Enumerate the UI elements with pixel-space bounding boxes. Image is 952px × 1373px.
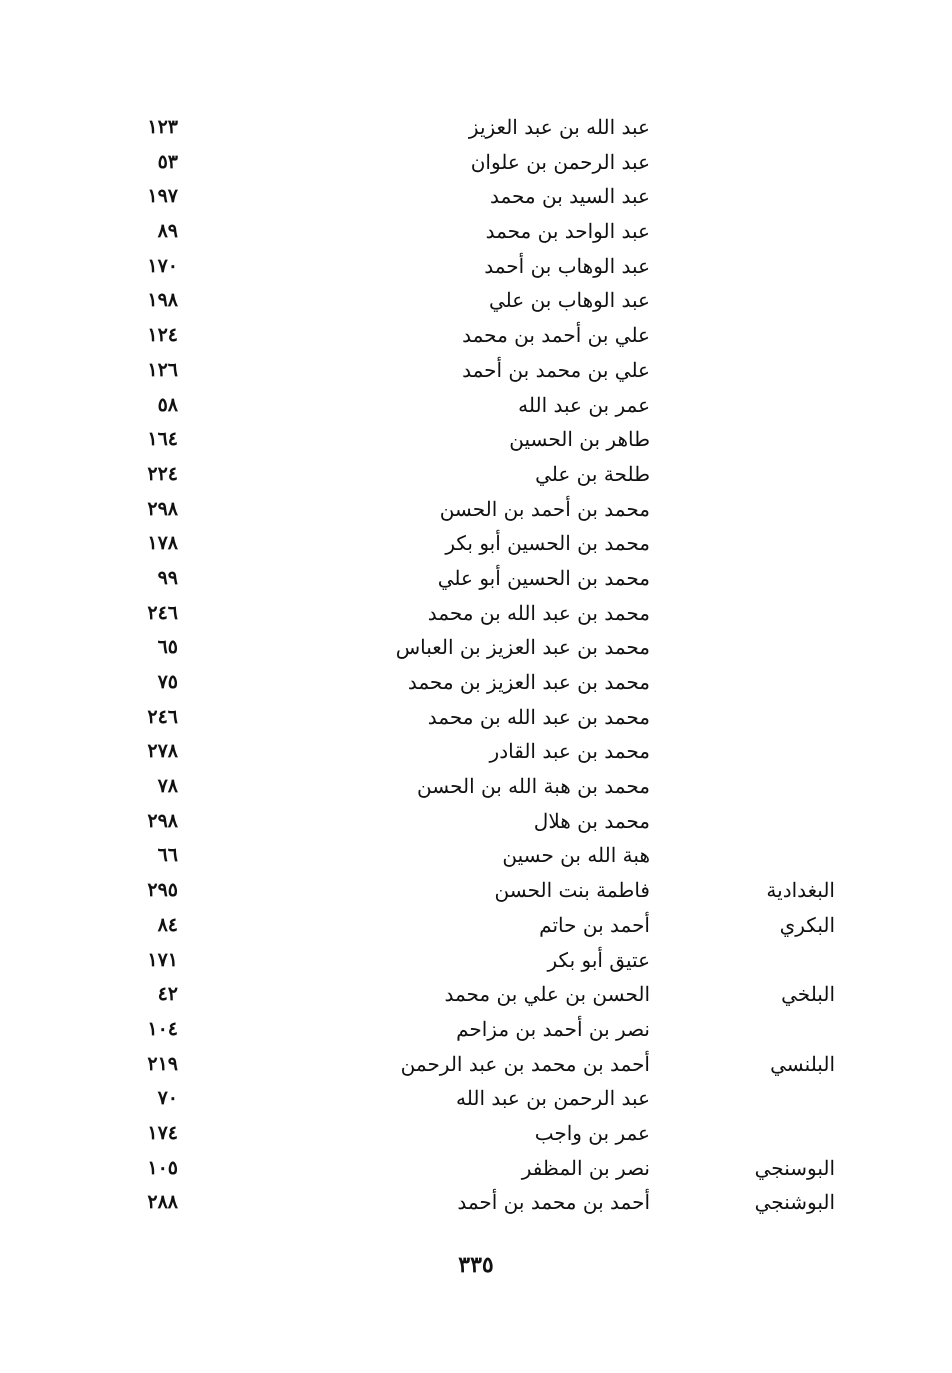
entry-page-number: ١٧١ [147,948,178,971]
index-entry [0,700,952,735]
entry-page-number: ٥٨ [157,393,178,416]
entry-name: نصر بن المظفر [521,1155,650,1180]
entry-name: محمد بن عبد العزيز بن العباس [395,635,650,660]
index-entry [0,1081,952,1116]
entry-page-number: ٧٥ [157,671,178,693]
index-entry [0,977,952,1012]
entry-name: عبد السيد بن محمد [489,184,650,209]
entry-name: عبد الله بن عبد العزيز [468,115,650,139]
entry-page-number: ٢٧٨ [147,740,178,763]
entry-page-number: ٤٢ [157,983,178,1006]
entry-nisba: البوسنجي [754,1155,835,1180]
entry-page-number: ١٧٨ [147,532,178,555]
entry-page-number: ١٠٥ [147,1156,178,1179]
entry-name: محمد بن هبة الله بن الحسن [417,774,650,799]
index-entry [0,769,952,804]
entry-page-number: ٢٩٨ [147,809,178,832]
index-entry [0,943,952,978]
entry-name: محمد بن عبد الله بن محمد [427,600,650,625]
entry-page-number: ٨٤ [157,913,178,936]
entry-name: عتيق أبو بكر [547,947,650,972]
entry-page-number: ١٠٤ [147,1017,178,1040]
entry-name: محمد بن أحمد بن الحسن [439,496,650,521]
entry-name: أحمد بن محمد بن أحمد [457,1190,650,1215]
index-entry [0,630,952,665]
entry-page-number: ١٩٨ [147,289,178,312]
entry-name: هبة الله بن حسين [502,843,650,868]
index-entry [0,353,952,388]
index-entry [0,179,952,214]
entry-page-number: ١٧٤ [147,1121,178,1144]
entry-nisba: البكري [779,912,835,937]
index-entry [0,145,952,180]
entry-page-number: ٨٩ [157,220,178,243]
index-entry [0,908,952,943]
index-entry [0,1151,952,1186]
entry-page-number: ١٦٤ [147,428,178,451]
index-entry [0,526,952,561]
index-entry [0,492,952,527]
entry-page-number: ٦٦ [157,844,178,867]
entry-page-number: ٢١٩ [147,1052,178,1075]
entry-nisba: البغدادية [766,878,835,903]
entry-page-number: ١٢٣ [147,116,178,138]
entry-name: عبد الوهاب بن أحمد [484,253,650,278]
index-entry [0,873,952,908]
index-entry [0,596,952,631]
index-entry [0,561,952,596]
entry-name: عبد الرحمن بن عبد الله [456,1086,650,1111]
index-entry [0,1047,952,1082]
index-entry [0,1185,952,1220]
entry-page-number: ٢٤٦ [147,601,178,624]
index-entry [0,249,952,284]
entry-page-number: ١٢٦ [147,358,178,381]
entry-page-number: ٧٨ [157,775,178,798]
index-entry [0,734,952,769]
entry-name: محمد بن هلال [533,808,650,833]
index-entry [0,318,952,353]
entry-name: الحسن بن علي بن محمد [444,982,650,1007]
entry-page-number: ٢٩٨ [147,497,178,520]
entry-name: علي بن محمد بن أحمد [462,357,650,382]
entry-name: نصر بن أحمد بن مزاحم [456,1016,650,1041]
entry-name: طاهر بن الحسين [509,427,650,452]
entry-page-number: ٢٩٥ [147,879,178,902]
entry-name: عبد الرحمن بن علوان [470,149,650,174]
entry-name: أحمد بن حاتم [539,912,650,937]
index-entry [0,665,952,700]
entry-nisba: البوشنجي [754,1190,835,1215]
index-entry [0,804,952,839]
index-entry-list [0,110,952,1220]
entry-page-number: ٢٢٤ [147,462,178,485]
index-entry [0,457,952,492]
index-entry [0,1116,952,1151]
index-entry [0,110,952,145]
index-entry [0,283,952,318]
entry-page-number: ٢٤٦ [147,705,178,728]
entry-page-number: ٩٩ [157,566,178,589]
entry-page-number: ٢٨٨ [147,1191,178,1214]
entry-name: عمر بن عبد الله [518,392,650,417]
index-entry [0,838,952,873]
entry-page-number: ٥٣ [157,150,178,173]
entry-page-number: ١٩٧ [147,185,178,208]
entry-name: فاطمة بنت الحسن [494,878,650,903]
entry-nisba: البلنسي [770,1051,835,1076]
index-entry [0,388,952,423]
entry-name: علي بن أحمد بن محمد [462,323,650,348]
entry-name: عبد الواحد بن محمد [485,219,650,244]
index-entry [0,1012,952,1047]
entry-name: عبد الوهاب بن علي [488,288,650,313]
entry-name: محمد بن الحسين أبو علي [437,565,650,590]
entry-page-number: ٧٠ [157,1087,178,1110]
entry-name: عمر بن واجب [534,1120,650,1145]
entry-name: أحمد بن محمد بن عبد الرحمن [400,1051,650,1076]
entry-page-number: ٦٥ [157,636,178,659]
entry-page-number: ١٧٠ [147,254,178,277]
entry-name: محمد بن عبد القادر [489,739,650,764]
entry-name: محمد بن الحسين أبو بكر [445,531,650,556]
index-entry [0,422,952,457]
entry-nisba: البلخي [781,982,835,1007]
entry-name: محمد بن عبد العزيز بن محمد [407,670,650,694]
entry-page-number: ١٢٤ [147,324,178,347]
index-entry [0,214,952,249]
entry-name: محمد بن عبد الله بن محمد [427,704,650,729]
page-number: ٣٣٥ [458,1252,494,1278]
entry-name: طلحة بن علي [535,461,650,486]
